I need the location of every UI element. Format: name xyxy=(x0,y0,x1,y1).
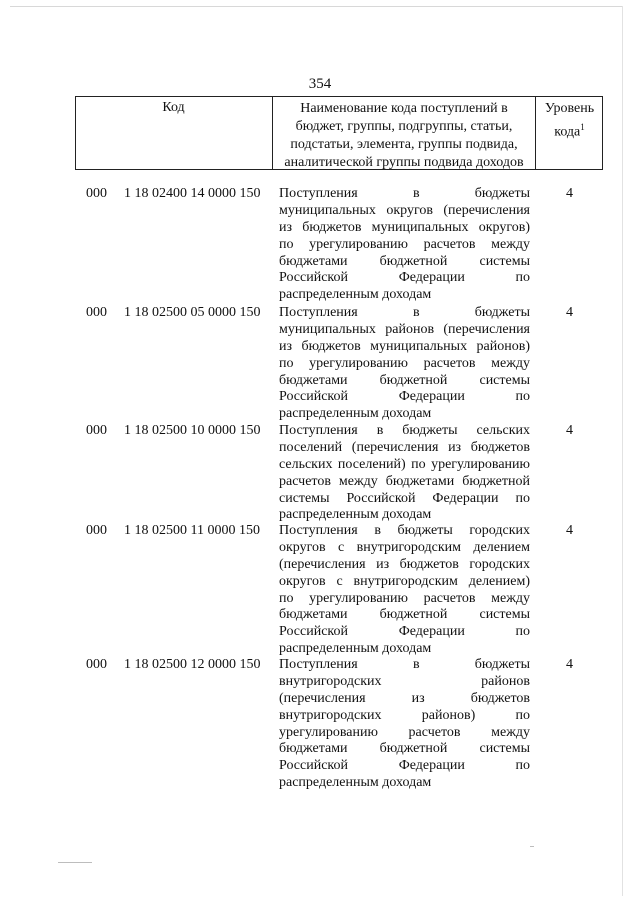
scan-artifact xyxy=(530,846,534,847)
header-name-line: аналитической группы подвида доходов xyxy=(284,155,524,170)
text-line: по урегулированию расчетов между xyxy=(279,236,530,252)
text-line: по урегулированию расчетов между xyxy=(279,590,530,606)
text-line: (перечисления из бюджетов городских xyxy=(279,556,530,572)
level-value: 4 xyxy=(566,523,573,538)
text-line: Поступления в бюджеты сельских xyxy=(279,423,530,438)
header-level-word: кода xyxy=(554,124,581,140)
text-line: из бюджетов муниципальных районов) xyxy=(279,338,530,354)
text-line: по урегулированию расчетов между xyxy=(279,355,530,371)
text-line: распределенным доходам xyxy=(279,775,432,791)
admin-code: 000 xyxy=(86,657,107,672)
level-value: 4 xyxy=(566,305,573,320)
text-line: распределенным доходам xyxy=(279,287,432,303)
text-line: Российской Федерации по xyxy=(279,270,530,286)
text-line: внутригородских районов xyxy=(279,673,530,689)
revenue-name xyxy=(279,423,530,524)
text-line: Российской Федерации по xyxy=(279,624,530,640)
budget-code: 1 18 02500 05 0000 150 xyxy=(124,305,261,320)
text-line: урегулированию расчетов между xyxy=(279,724,530,740)
text-line: муниципальных районов (перечисления xyxy=(279,321,530,337)
text-line: внутригородских районов) по xyxy=(279,707,530,723)
text-line: расчетов между бюджетами бюджетной xyxy=(279,473,530,489)
text-line: сельских поселений) по урегулированию xyxy=(279,456,530,472)
revenue-name xyxy=(279,305,530,423)
level-value: 4 xyxy=(566,657,573,672)
revenue-name xyxy=(279,186,530,304)
text-line: Поступления в бюджеты городских xyxy=(279,523,530,538)
text-line: Поступления в бюджеты xyxy=(279,657,530,672)
text-line: поселений (перечисления из бюджетов xyxy=(279,439,530,455)
text-line: Российской Федерации по xyxy=(279,758,530,774)
header-level-line: Уровень xyxy=(544,101,595,116)
text-line: из бюджетов муниципальных округов) xyxy=(279,219,530,235)
admin-code: 000 xyxy=(86,305,107,320)
header-name-line: бюджет, группы, подгруппы, статьи, xyxy=(295,119,513,134)
budget-code: 1 18 02500 11 0000 150 xyxy=(124,523,260,538)
text-line: бюджетами бюджетной системы xyxy=(279,372,530,388)
scan-edge-right xyxy=(622,6,623,896)
text-line: округов с внутригородским делением xyxy=(279,539,530,555)
text-line: Поступления в бюджеты xyxy=(279,186,530,201)
text-line: Поступления в бюджеты xyxy=(279,305,530,320)
level-value: 4 xyxy=(566,186,573,201)
level-value: 4 xyxy=(566,423,573,438)
header-name xyxy=(273,100,535,172)
revenue-name xyxy=(279,657,530,792)
header-name-line: подстатьи, элемента, группы подвида, xyxy=(290,137,518,152)
text-line: округов с внутригородским делением) xyxy=(279,573,530,589)
text-line: бюджетами бюджетной системы xyxy=(279,741,530,757)
text-line: системы Российской Федерации по xyxy=(279,490,530,506)
header-level xyxy=(536,100,603,142)
text-line: распределенным доходам xyxy=(279,641,432,657)
page-number: 354 xyxy=(308,76,332,92)
budget-code: 1 18 02500 10 0000 150 xyxy=(124,423,261,438)
text-line: бюджетами бюджетной системы xyxy=(279,253,530,269)
scan-edge-top xyxy=(10,6,622,7)
admin-code: 000 xyxy=(86,186,107,201)
revenue-name xyxy=(279,523,530,658)
admin-code: 000 xyxy=(86,523,107,538)
footnote-marker: 1 xyxy=(580,122,585,132)
header-name-line: Наименование кода поступлений в xyxy=(300,101,508,116)
scan-artifact xyxy=(58,862,92,863)
budget-code: 1 18 02400 14 0000 150 xyxy=(124,186,261,201)
text-line: Российской Федерации по xyxy=(279,389,530,405)
text-line: распределенным доходам xyxy=(279,406,432,422)
text-line: распределенным доходам xyxy=(279,507,432,523)
budget-code: 1 18 02500 12 0000 150 xyxy=(124,657,261,672)
header-level-line xyxy=(536,118,603,142)
admin-code: 000 xyxy=(86,423,107,438)
text-line: (перечисления из бюджетов xyxy=(279,690,530,706)
header-code: Код xyxy=(162,100,185,115)
text-line: бюджетами бюджетной системы xyxy=(279,607,530,623)
text-line: муниципальных округов (перечисления xyxy=(279,202,530,218)
